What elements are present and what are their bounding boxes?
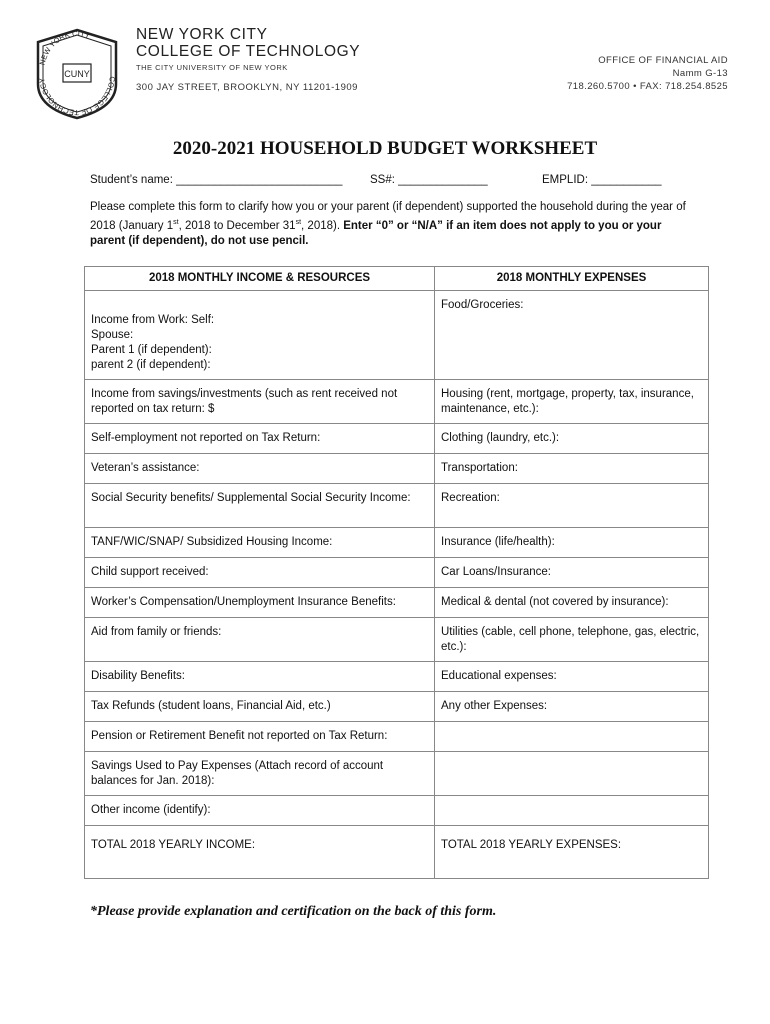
- total-expenses-cell[interactable]: TOTAL 2018 YEARLY EXPENSES:: [435, 826, 709, 879]
- instructions: Please complete this form to clarify how you or your parent (if dependent) supported the household during the year of 2018 (January 1st, 2018 to December 31st, 2018). Enter “0” or “N/A” if an item does not apply to you or your parent (if dependent), do not use pencil.: [90, 201, 686, 247]
- college-name-line2: COLLEGE OF TECHNOLOGY: [136, 43, 361, 60]
- table-row: [85, 454, 709, 484]
- expense-item-cell[interactable]: Car Loans/Insurance:: [435, 558, 709, 588]
- expense-item-cell[interactable]: [435, 752, 709, 796]
- total-income-cell[interactable]: TOTAL 2018 YEARLY INCOME:: [85, 826, 435, 879]
- office-room: Namm G-13: [672, 68, 728, 79]
- table-row: [85, 796, 709, 826]
- page-title: 2020-2021 HOUSEHOLD BUDGET WORKSHEET: [172, 138, 598, 159]
- table-row: [85, 752, 709, 796]
- expense-item-cell[interactable]: Transportation:: [435, 454, 709, 484]
- expense-item-cell[interactable]: Insurance (life/health):: [435, 528, 709, 558]
- office-name: OFFICE OF FINANCIAL AID: [598, 55, 728, 66]
- expense-column-header: 2018 MONTHLY EXPENSES: [435, 267, 709, 291]
- income-item-cell[interactable]: Tax Refunds (student loans, Financial Aid, etc.): [85, 692, 435, 722]
- income-item-cell[interactable]: Aid from family or friends:: [85, 618, 435, 662]
- expense-item-cell[interactable]: Educational expenses:: [435, 662, 709, 692]
- table-row: [85, 528, 709, 558]
- table-row: [85, 618, 709, 662]
- income-item-cell[interactable]: Other income (identify):: [85, 796, 435, 826]
- table-row: [85, 662, 709, 692]
- expense-item-cell[interactable]: Clothing (laundry, etc.):: [435, 424, 709, 454]
- emplid-field[interactable]: EMPLID: ___________: [542, 174, 662, 186]
- table-row: [85, 291, 709, 380]
- student-name-field[interactable]: Student’s name: __________________________: [90, 174, 343, 186]
- college-name-line1: NEW YORK CITY: [136, 26, 268, 43]
- svg-text:CUNY: CUNY: [64, 69, 90, 79]
- svg-text:NEW YORK CITY: NEW YORK CITY: [37, 28, 92, 67]
- income-item-cell[interactable]: Pension or Retirement Benefit not reported on Tax Return:: [85, 722, 435, 752]
- university-name: THE CITY UNIVERSITY OF NEW YORK: [136, 63, 288, 72]
- budget-table: [84, 266, 709, 879]
- svg-text:COLLEGE OF TECHNOLOGY: COLLEGE OF TECHNOLOGY: [37, 75, 117, 118]
- table-row: [85, 380, 709, 424]
- expense-item-cell[interactable]: Recreation:: [435, 484, 709, 528]
- expense-item-cell[interactable]: Any other Expenses:: [435, 692, 709, 722]
- income-column-header: 2018 MONTHLY INCOME & RESOURCES: [85, 267, 435, 291]
- table-row: [85, 588, 709, 618]
- ssn-field[interactable]: SS#: ______________: [370, 174, 488, 186]
- letterhead: [30, 22, 740, 122]
- expense-item-cell[interactable]: [435, 796, 709, 826]
- expense-item-cell[interactable]: Medical & dental (not covered by insurance):: [435, 588, 709, 618]
- income-item-cell[interactable]: Income from savings/investments (such as rent received not reported on tax return: $: [85, 380, 435, 424]
- expense-item-cell[interactable]: Food/Groceries:: [435, 291, 709, 380]
- income-item-cell[interactable]: Savings Used to Pay Expenses (Attach record of account balances for Jan. 2018):: [85, 752, 435, 796]
- expense-item-cell[interactable]: [435, 722, 709, 752]
- income-item-cell[interactable]: Social Security benefits/ Supplemental Social Security Income:: [85, 484, 435, 528]
- income-item-cell[interactable]: Worker’s Compensation/Unemployment Insurance Benefits:: [85, 588, 435, 618]
- college-seal-logo: [34, 28, 120, 120]
- table-row: [85, 722, 709, 752]
- expense-item-cell[interactable]: Housing (rent, mortgage, property, tax, insurance, maintenance, etc.):: [435, 380, 709, 424]
- table-row: [85, 424, 709, 454]
- income-item-cell[interactable]: Child support received:: [85, 558, 435, 588]
- footer-note: *Please provide explanation and certification on the back of this form.: [90, 904, 497, 919]
- income-item-cell[interactable]: Self-employment not reported on Tax Return:: [85, 424, 435, 454]
- income-item-cell[interactable]: TANF/WIC/SNAP/ Subsidized Housing Income:: [85, 528, 435, 558]
- income-item-cell[interactable]: Veteran’s assistance:: [85, 454, 435, 484]
- office-phone: 718.260.5700 • FAX: 718.254.8525: [567, 81, 728, 92]
- table-row: [85, 484, 709, 528]
- income-item-cell[interactable]: Income from Work: Self: Spouse: Parent 1 (if dependent): parent 2 (if dependent):: [85, 291, 435, 380]
- table-row: [85, 692, 709, 722]
- table-row: [85, 558, 709, 588]
- income-item-cell[interactable]: Disability Benefits:: [85, 662, 435, 692]
- college-address: 300 JAY STREET, BROOKLYN, NY 11201-1909: [136, 82, 358, 93]
- expense-item-cell[interactable]: Utilities (cable, cell phone, telephone, gas, electric, etc.):: [435, 618, 709, 662]
